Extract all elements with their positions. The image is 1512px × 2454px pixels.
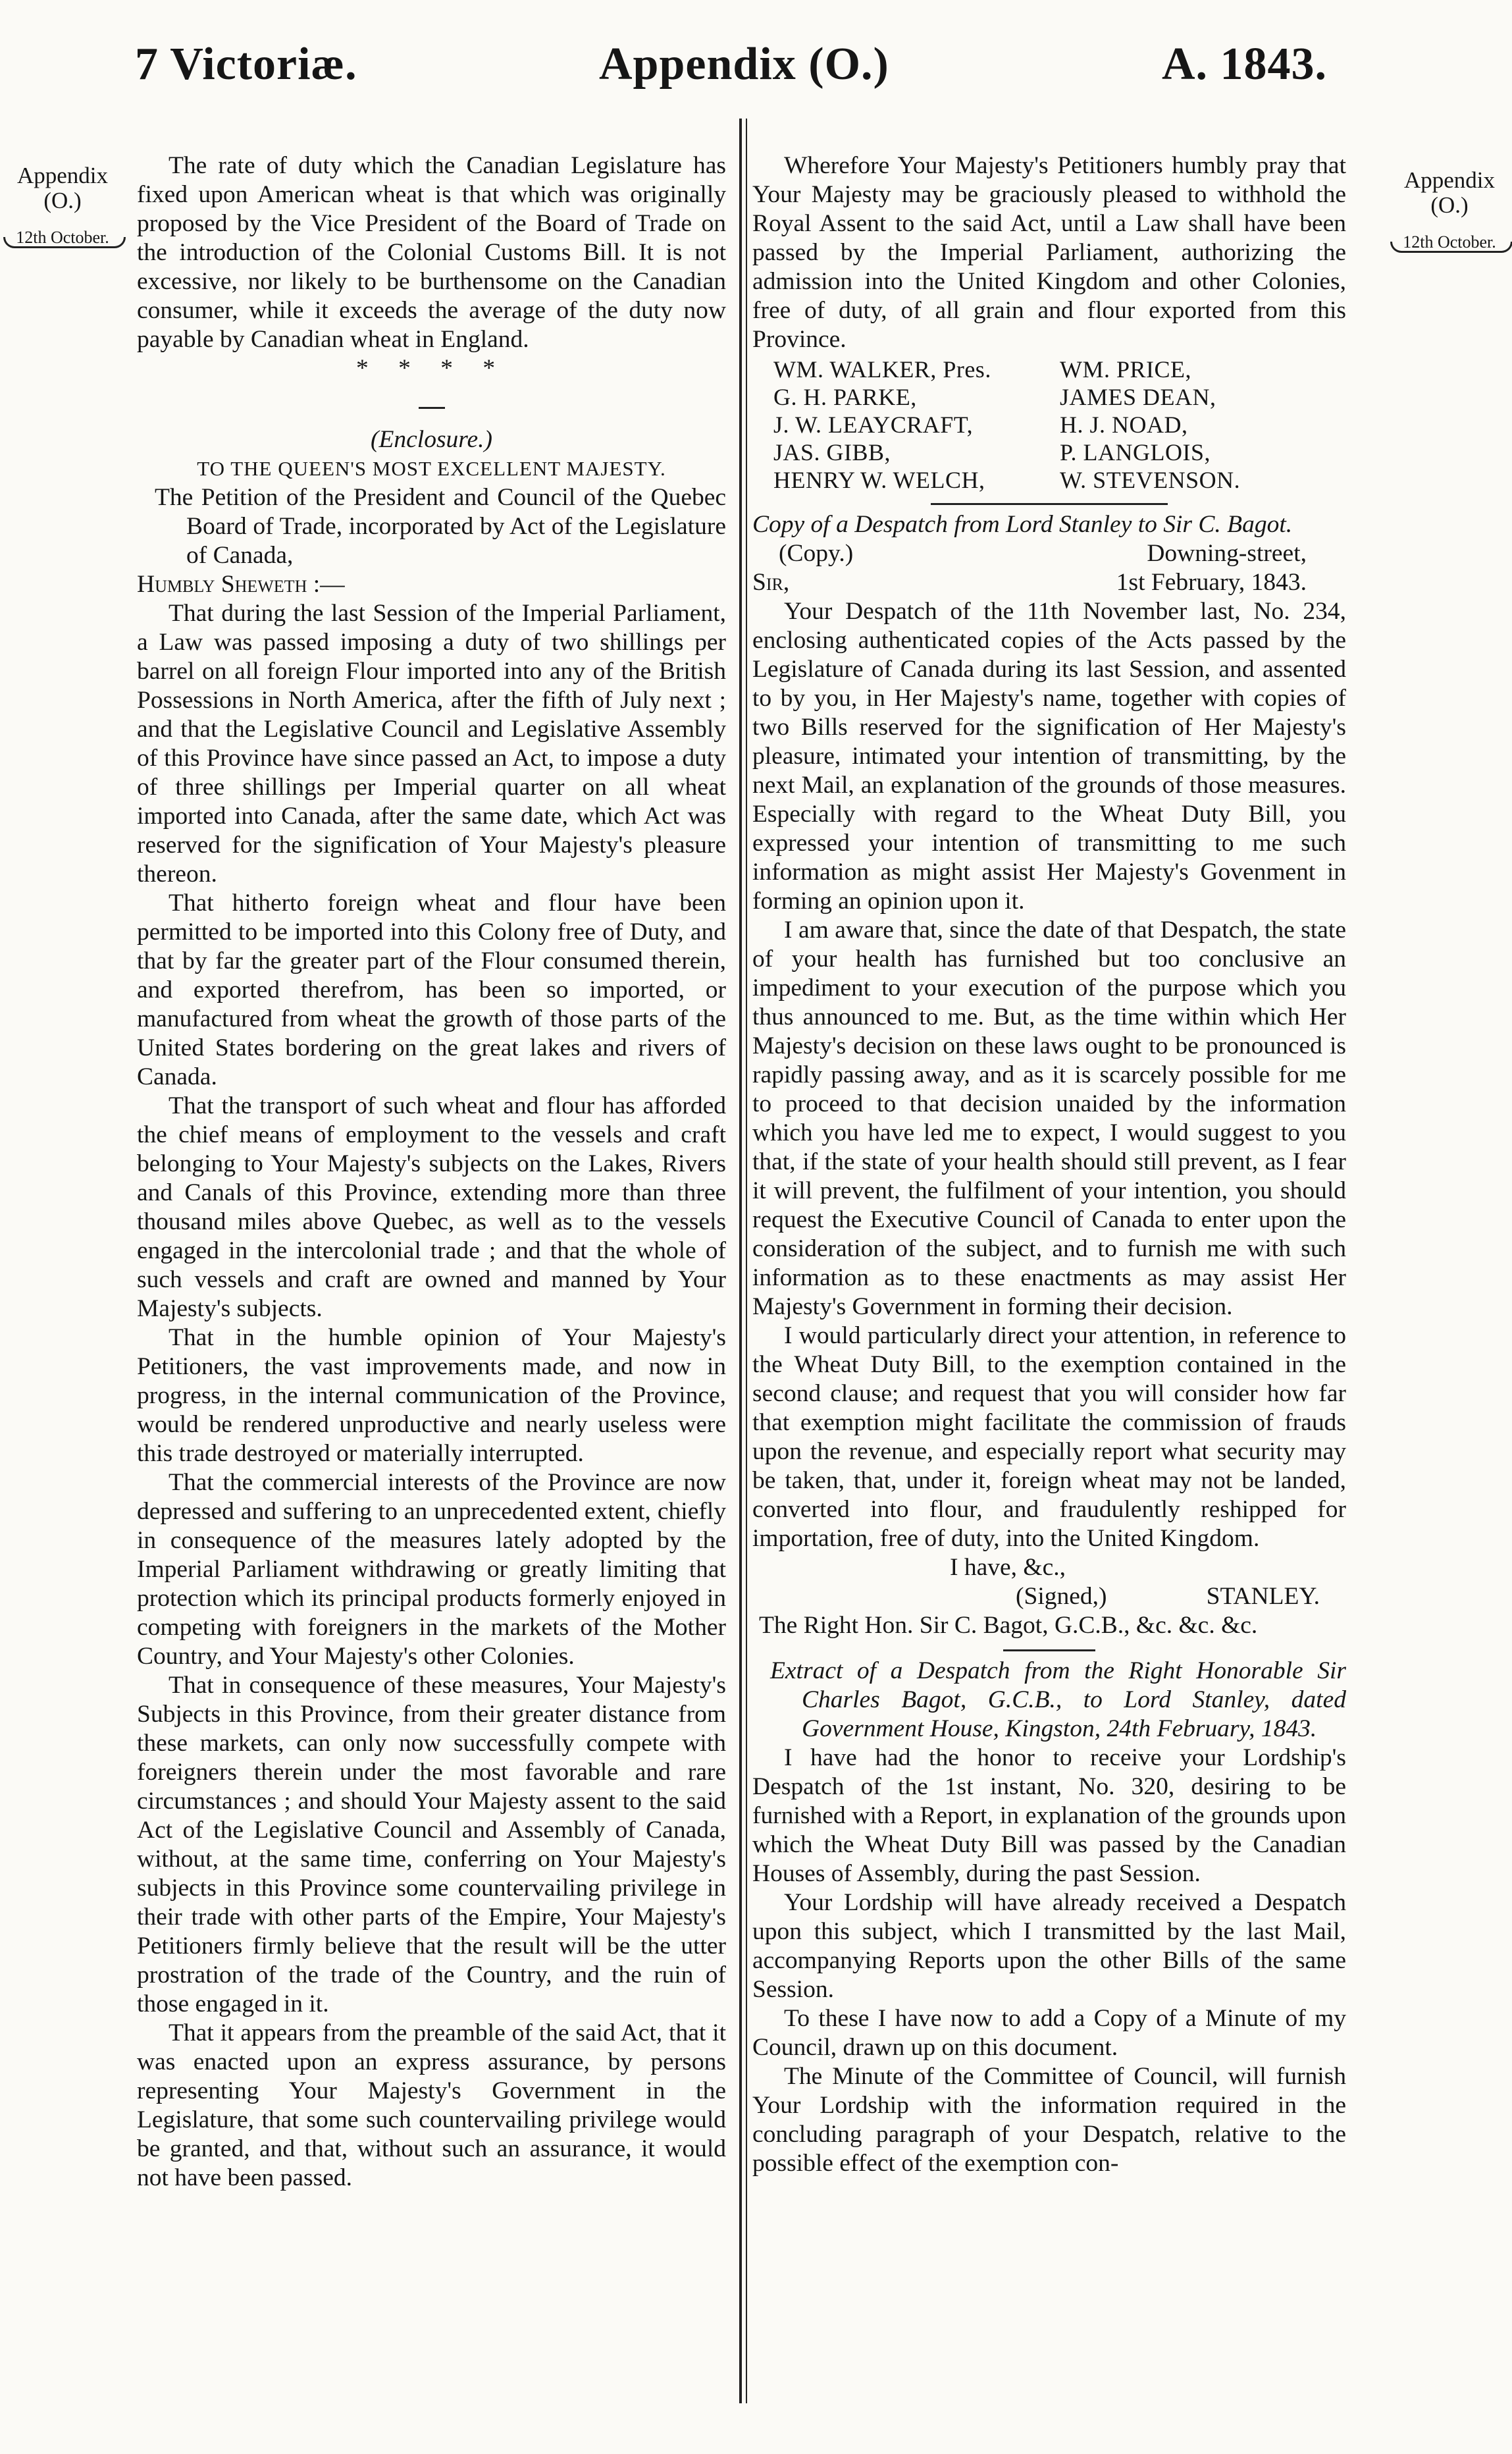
- paragraph: Wherefore Your Majesty's Petitioners humbly pray that Your Majesty may be graciously pleased to withhold the Royal Assent to the said Act, until a Law shall have been passed by the Imperial Parliament, authorizing the admission into the United Kingdom and other Colonies, free of duty, of all grain and flour exported from this Province.: [752, 152, 1346, 353]
- signatory: J. W. LEAYCRAFT,: [773, 412, 974, 438]
- section-rule: [1003, 1649, 1095, 1651]
- right-column: [752, 151, 1346, 2416]
- brace-mark: [1390, 242, 1512, 253]
- margin-label: Appendix: [1403, 167, 1496, 193]
- paragraph: That the commercial interests of the Province are now depressed and suffering to an unprecedented extent, chiefly in consequence of the measures lately adopted by the Imperial Parliament withdrawing or greatly limiting that protection which its principal products formerly enjoyed in competing with foreigners in the markets of the Mother Country, and Your Majesty's other Colonies.: [137, 1469, 726, 1670]
- paragraph: That it appears from the preamble of the said Act, that it was enacted upon an express assurance, by persons representing Your Majesty's Government in the Legislature, that some such countervailing privilege would be granted, and that, without such an assurance, it would not have been passed.: [137, 2019, 726, 2191]
- closing-line: I have, &c.,: [950, 1554, 1066, 1581]
- signatory: P. LANGLOIS,: [1060, 439, 1211, 466]
- despatch-title: Copy of a Despatch from Lord Stanley to Sir C. Bagot.: [752, 511, 1293, 538]
- section-rule: [931, 503, 1168, 505]
- margin-date: 12th October.: [16, 228, 109, 247]
- signatory: W. STEVENSON.: [1060, 467, 1241, 493]
- column-divider-thin: [746, 119, 747, 2403]
- column-divider: [739, 119, 742, 2403]
- paragraph: The rate of duty which the Canadian Legislature has fixed upon American wheat is that which was originally proposed by the Vice President of the Board of Trade on the introduction of the Colonial Customs Bill. It is not excessive, nor likely to be burthensome on the Canadian consumer, while it exceeds the average of the duty now payable by Canadian wheat in England.: [137, 152, 726, 353]
- margin-note-right: [1387, 168, 1512, 255]
- copy-label: (Copy.): [779, 540, 854, 567]
- paragraph: That the transport of such wheat and flour has afforded the chief means of employment to the vessels and craft belonging to Your Majesty's subjects on the Lakes, Rivers and Canals of this Province, extending more than three thousand miles above Quebec, as well as to the vessels engaged in the intercolonial trade ; and that the whole of such vessels and craft are owned and manned by Your Majesty's subjects.: [137, 1092, 726, 1322]
- header-regnal-year: 7 Victoriæ.: [135, 39, 357, 90]
- ellipsis-stars: * * * *: [355, 355, 508, 382]
- signatory-list: [752, 356, 1346, 494]
- addressee-line: The Right Hon. Sir C. Bagot, G.C.B., &c. &c. &c.: [759, 1612, 1258, 1639]
- header-appendix: Appendix (O.): [599, 39, 889, 90]
- signatory: WM. PRICE,: [1060, 356, 1192, 383]
- signed-label: (Signed,): [1016, 1583, 1107, 1610]
- margin-note-left: [0, 163, 125, 250]
- brace-mark: [3, 237, 126, 248]
- signatory: HENRY W. WELCH,: [773, 467, 985, 493]
- signature-line: [752, 1582, 1346, 1611]
- short-rule: [137, 387, 726, 416]
- margin-date: 12th October.: [1403, 232, 1496, 252]
- signatory: H. J. NOAD,: [1060, 412, 1188, 438]
- margin-code: (O.): [1430, 192, 1469, 218]
- signer-name: STANLEY.: [1206, 1583, 1320, 1610]
- signatory: WM. WALKER, Pres.: [773, 356, 991, 383]
- paragraph: I have had the honor to receive your Lordship's Despatch of the 1st instant, No. 320, desiring to be furnished with a Report, in explanation of the grounds upon which the Wheat Duty Bill was passed by the Canadian Houses of Assembly, during the past Session.: [752, 1744, 1346, 1887]
- paragraph: Your Despatch of the 11th November last, No. 234, enclosing authenticated copies of the Acts passed by the Legislature of Canada during its last Session, and assented to by you, in Her Majesty's name, together with copies of two Bills reserved for the signification of Her Majesty's pleasure, intimated your intention of transmitting, by the next Mail, an explanation of the grounds of those measures. Especially with regard to the Wheat Duty Bill, you expressed your intention of transmitting to me such information as might assist Her Majesty's Govenment in forming an opinion upon it.: [752, 598, 1346, 915]
- left-column: [137, 151, 726, 2416]
- salutation-line: [752, 568, 1346, 597]
- paragraph: The Minute of the Committee of Council, will furnish Your Lordship with the information required in the concluding paragraph of your Despatch, relative to the possible effect of the exemption con-: [752, 2063, 1346, 2177]
- paragraph: To these I have now to add a Copy of a Minute of my Council, drawn up on this document.: [752, 2005, 1346, 2061]
- header-year: A. 1843.: [1162, 39, 1328, 90]
- place-line: Downing-street,: [1147, 540, 1307, 567]
- salutation: Sir,: [752, 569, 790, 596]
- petition-title: The Petition of the President and Council of the Quebec Board of Trade, incorporated by Act of the Legislature of Canada,: [155, 484, 726, 569]
- paragraph: Your Lordship will have already received a Despatch upon this subject, which I transmitted by the last Mail, accompanying Reports upon the other Bills of the same Session.: [752, 1889, 1346, 2003]
- address-heading: TO THE QUEEN'S MOST EXCELLENT MAJESTY.: [197, 457, 666, 480]
- paragraph: That in the humble opinion of Your Majesty's Petitioners, the vast improvements made, and now in progress, in the internal communication of the Province, would be rendered unproductive and nearly useless were this trade destroyed or materially interrupted.: [137, 1324, 726, 1467]
- paragraph: That hitherto foreign wheat and flour have been permitted to be imported into this Colony free of Duty, and that by far the greater part of the Flour consumed therein, and exported therefrom, has been so imported, or manufactured from wheat the growth of those parts of the United States bordering on the great lakes and rivers of Canada.: [137, 890, 726, 1090]
- extract-title: Extract of a Despatch from the Right Honorable Sir Charles Bagot, G.C.B., to Lord Stanley, dated Government House, Kingston, 24th February, 1843.: [770, 1657, 1346, 1742]
- paragraph: That in consequence of these measures, Your Majesty's Subjects in this Province, from their greater distance from these markets, can only now successfully compete with foreigners therein under the most favorable and rare circumstances ; and should Your Majesty assent to the said Act of the Legislative Council and Assembly of Canada, without, at the same time, conferring on Your Majesty's subjects in this Province some countervailing privilege in their trade with other parts of the Empire, Your Majesty's Petitioners firmly believe that the result will be the utter prostration of the trade of the Country, and the ruin of those engaged in it.: [137, 1672, 726, 2017]
- signatory: JAS. GIBB,: [773, 439, 891, 466]
- copy-line: [752, 539, 1346, 568]
- despatch-date: 1st February, 1843.: [1116, 569, 1307, 596]
- running-header: [0, 26, 1512, 112]
- margin-code: (O.): [43, 188, 82, 213]
- paragraph: I am aware that, since the date of that Despatch, the state of your health has furnished but too conclusive an impediment to your execution of the purpose which you thus announced to me. But, as the time within which Her Majesty's decision on these laws ought to be pronounced is rapidly passing away, and as it is scarcely possible for me to proceed to that decision unaided by the information which you have led me to expect, I would suggest to you that, if the state of your health should still prevent, as I fear it will prevent, the fulfilment of your intention, you should request the Executive Council of Canada to enter upon the consideration of the subject, and to furnish me with such information as to these enactments as may assist Her Majesty's Government in forming their decision.: [752, 917, 1346, 1320]
- sheweth-heading: Humbly Sheweth :—: [137, 571, 345, 598]
- paragraph: I would particularly direct your attention, in reference to the Wheat Duty Bill, to the exemption contained in the second clause; and request that you will consider how far that exemption might facilitate the commission of frauds upon the revenue, and especially report what security may be taken, that, under it, foreign wheat may not be landed, converted into flour, and fraudulently reshipped for importation, free of duty, into the United Kingdom.: [752, 1322, 1346, 1552]
- enclosure-heading: (Enclosure.): [370, 426, 492, 453]
- signatory: G. H. PARKE,: [773, 384, 917, 410]
- signatory: JAMES DEAN,: [1060, 384, 1216, 410]
- paragraph: That during the last Session of the Imperial Parliament, a Law was passed imposing a duty of two shillings per barrel on all foreign Flour imported into any of the British Possessions in North America, after the fifth of July next ; and that the Legislative Council and Legislative Assembly of this Province have since passed an Act, to impose a duty of three shillings per Imperial quarter on all wheat imported into Canada, after the same date, which Act was reserved for the signification of Your Majesty's pleasure thereon.: [137, 600, 726, 888]
- margin-label: Appendix: [16, 163, 109, 188]
